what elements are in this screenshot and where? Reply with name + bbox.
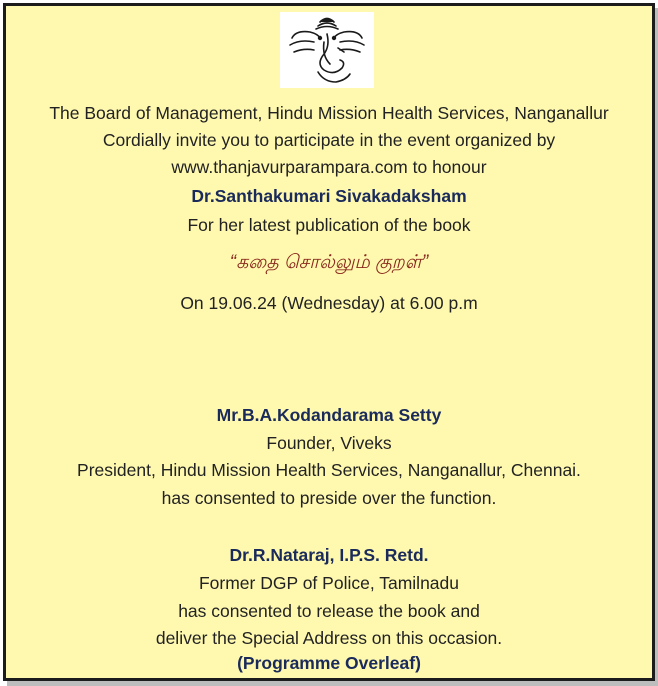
honoree-name: Dr.Santhakumari Sivakadaksham [191, 186, 467, 206]
intro-line-3: www.thanjavurparampara.com to honour [171, 157, 487, 177]
chief-guest-line-2: has consented to release the book and [178, 601, 480, 621]
event-datetime: On 19.06.24 (Wednesday) at 6.00 p.m [180, 293, 478, 313]
chief-guest-name: Dr.R.Nataraj, I.P.S. Retd. [229, 545, 429, 565]
chief-guest-line-3: deliver the Special Address on this occasion. [155, 628, 503, 648]
ganesha-line-art-icon [280, 12, 374, 88]
presider-line-2: President, Hindu Mission Health Services, Nanganallur, Chennai. [77, 460, 581, 480]
presider-line-3: has consented to preside over the function. [161, 488, 497, 508]
intro-line-1: The Board of Management, Hindu Mission Health Services, Nanganallur [49, 103, 609, 123]
presider-name: Mr.B.A.Kodandarama Setty [216, 405, 442, 425]
honoree-line: For her latest publication of the book [187, 215, 471, 235]
book-title: “கதை சொல்லும் குறள்” [229, 252, 429, 273]
chief-guest-line-1: Former DGP of Police, Tamilnadu [198, 573, 459, 593]
invitation-card [3, 3, 655, 681]
intro-line-2: Cordially invite you to participate in the event organized by [102, 130, 556, 150]
ganesha-logo [280, 12, 374, 88]
presider-line-1: Founder, Viveks [266, 433, 392, 453]
programme-overleaf-note: (Programme Overleaf) [237, 653, 421, 673]
